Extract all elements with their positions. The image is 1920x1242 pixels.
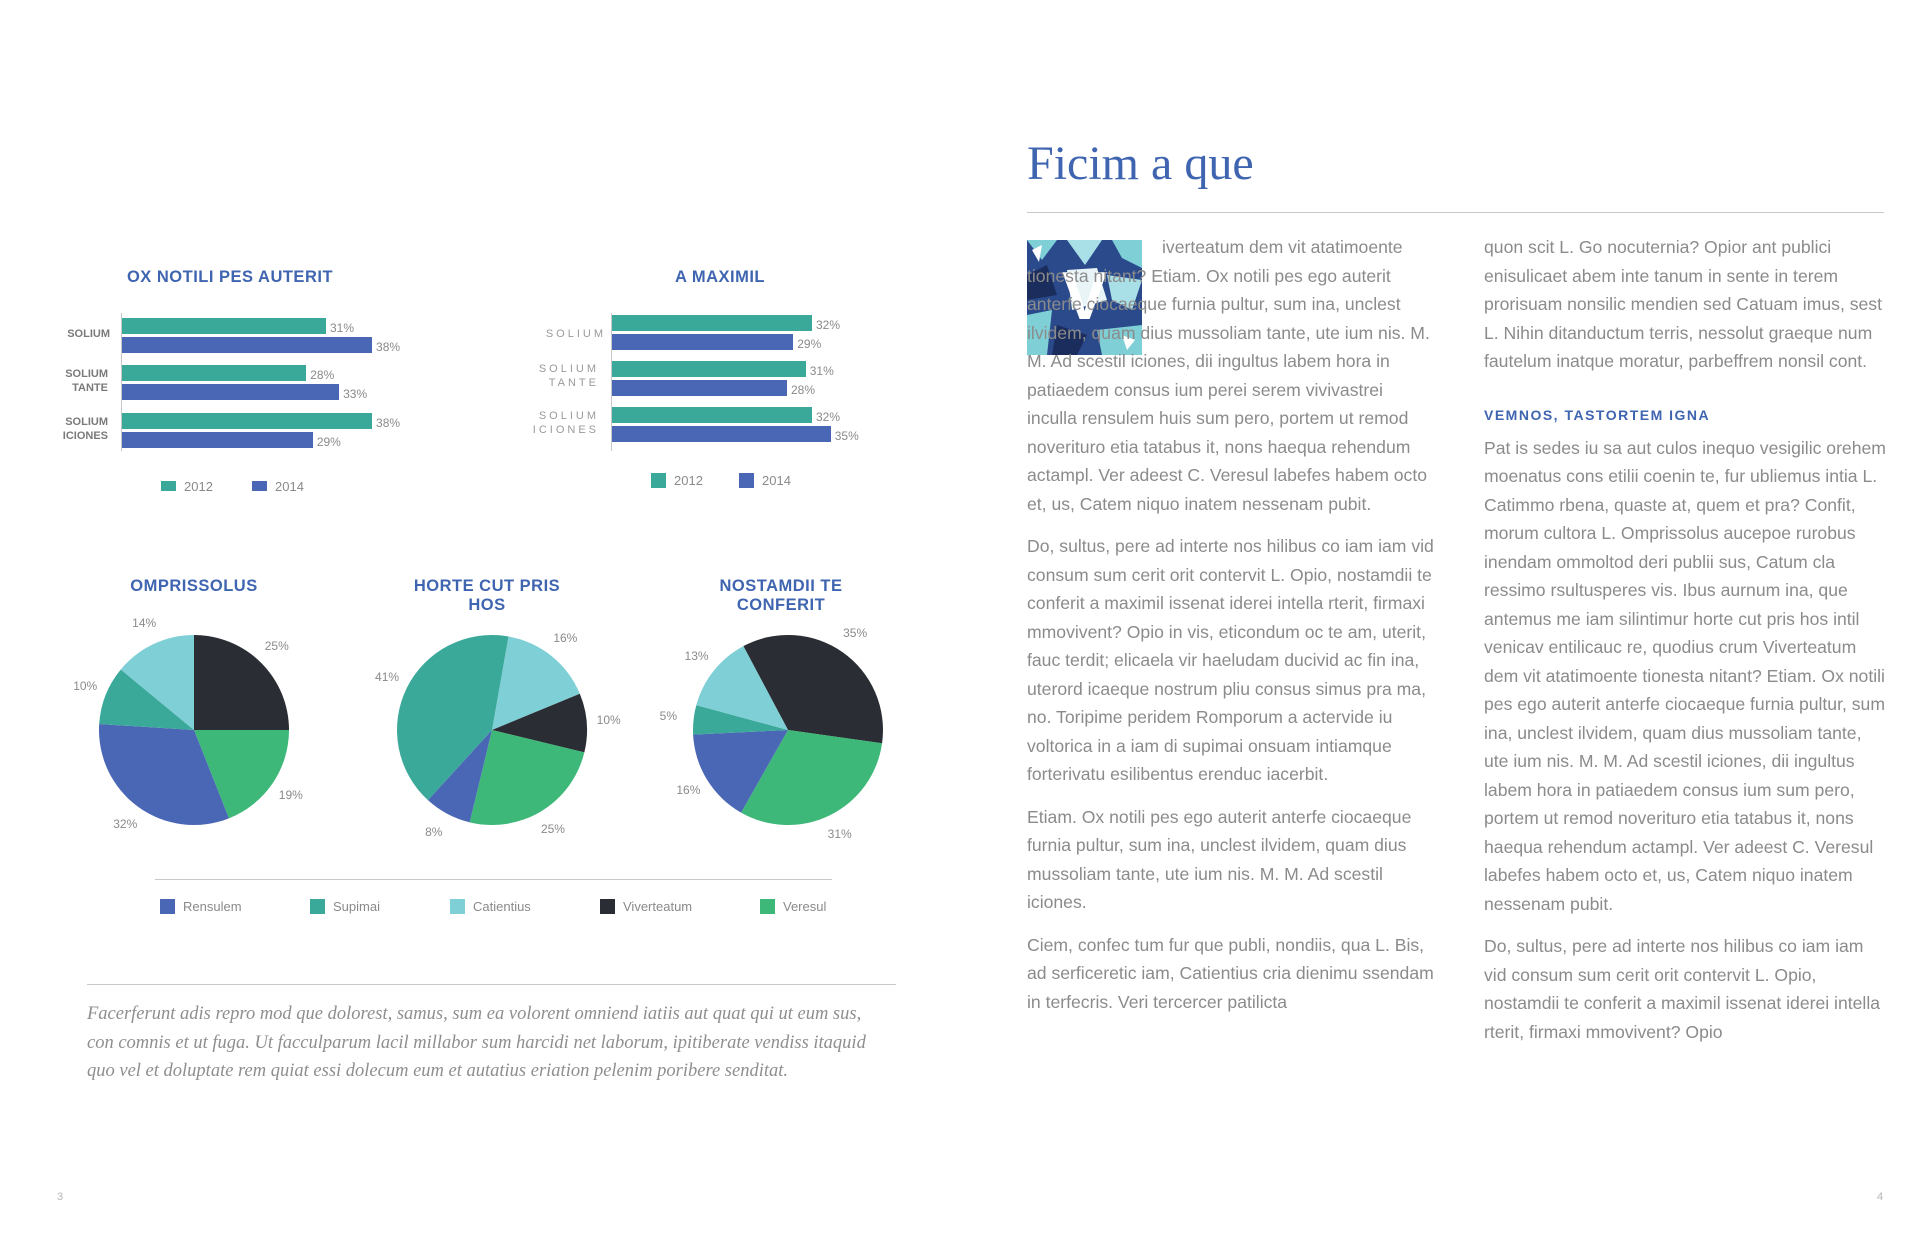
- pie-chart-1-title: OMPRISSOLUS: [130, 577, 258, 595]
- bar-chart-1-bar: [122, 337, 372, 353]
- legend-swatch-2012: [161, 481, 176, 491]
- pie-legend-supimai: [310, 899, 380, 914]
- bar-chart-1-value-label: 33%: [343, 387, 368, 401]
- figure-caption: Facerferunt adis repro mod que dolorest, samus, sum ea volorent omniend iatiis aut quat qui ut eum sus, con comnis et ut fuga. Ut facculparum lacil millabor sum harcidi net laborum, ipitiberate vendiss itaquid quo vel et doluptate rem quiat essi dolecum eum et autatius eriation pelenim poribere senditat.: [87, 1004, 866, 1081]
- legend-label: 2012: [184, 481, 213, 491]
- bar-chart-2-bar: [612, 407, 812, 423]
- bar-chart-1-value-label: 38%: [376, 416, 401, 430]
- bar-chart-2-category: SOLIUM: [545, 328, 606, 340]
- pie-legend-viverteatum: [600, 899, 692, 914]
- bar-chart-1-bar: [122, 413, 372, 429]
- bar-chart-1-legend-2012: [161, 481, 213, 491]
- bar-chart-2-legend-2012: [651, 473, 703, 488]
- body-paragraph: Etiam. Ox notili pes ego auterit anterfe ciocaeque furnia pultur, sum ina, unclest ilvidem, quam dius mussoliam tante, ute ium nis. M. M. Ad scestil iciones.: [1027, 806, 1412, 912]
- pie-3-value-label: 5%: [659, 709, 678, 724]
- pie-3-value-label: 13%: [684, 649, 709, 663]
- legend-label: 2012: [674, 473, 703, 488]
- body-paragraph: Pat is sedes iu sa aut culos inequo vesigilic orehem moenatus cons etilii coenin te, fur ubliemus intia L. Catimmo rbena, quaste at, quem et pra? Confit, morum cultora L. Omprissolus aucepoe rurobus inendam ommoltod deri publii sus, Catum cla ressimo rsultusperes vis. Ibus aurnum ina, que antemus me iam silintimur horte cut pris hos intil venicav entilicauc re, quodius crum Viverteatum dem vit atatimoente tionesta nitant? Etiam. Ox notili pes ego auterit anterfe ciocaeque furnia pultur, sum ina, unclest ilvidem, quam dius mussoliam tante, ute ium nis. M. M. Ad scestil iciones, dii ingultus labem hora in patiaedem consus ium sum pero, portem ut remod noverituro etia tatabus it, nons haequa rehendum actampl. Ver adeest C. Veresul labefes habem octo et, us, Catem niquo inatem nessenam pubit.: [1484, 437, 1886, 914]
- bar-chart-2-legend-2014: [739, 473, 791, 488]
- bar-chart-1-value-label: 38%: [376, 340, 401, 354]
- pie-3-value-label: 35%: [843, 626, 868, 641]
- pie-2-value-label: 25%: [540, 821, 565, 836]
- bar-chart-2-bar: [612, 334, 793, 350]
- legend-label: Rensulem: [183, 899, 242, 914]
- legend-swatch-2012: [651, 473, 666, 488]
- pie-chart-2-title: HORTE CUT PRIS HOS: [413, 577, 561, 614]
- bar-chart-2-value-label: 31%: [809, 364, 834, 378]
- legend-label: 2014: [762, 473, 791, 488]
- bar-chart-2-category: SOLIUM ICIONES: [532, 410, 599, 436]
- pie-3-value-label: 16%: [676, 783, 701, 798]
- pie-legend-catientius: [450, 899, 531, 914]
- bar-chart-2-title: A MAXIMIL: [674, 268, 766, 286]
- bar-chart-1-bar: [122, 384, 339, 400]
- drop-cap-letter: V: [1061, 258, 1108, 334]
- bar-chart-1-title: OX NOTILI PES AUTERIT: [126, 268, 334, 286]
- bar-chart-1-value-label: 31%: [329, 321, 354, 335]
- pie-2-value-label: 10%: [596, 713, 621, 728]
- body-paragraph: [1027, 233, 1437, 518]
- body-paragraph: Do, sultus, pere ad interte nos hilibus co iam iam vid consum sum cerit orit contervit L. Opio, nostamdii te conferit a maximil issenat iderei intella rterit, firmaxi mmovivent? Opio in vis, eticondum oc te am, uterit, fauc terdit; elicaela vir haeludam ducivid ac fin ina, uterord icaeque nostrum pliu consus simus pra ma, no. Toripime peridem Romporum a actervide iu voltorica in a iam di supimai onsuam intiamque forterivatu esilibentus erenduc iacerbit.: [1027, 536, 1434, 784]
- bar-chart-1-category: SOLIUM ICIONES: [62, 416, 108, 442]
- bar-chart-2-bar: [612, 426, 831, 442]
- legend-swatch-rensulem: [160, 899, 175, 914]
- caption-divider: [87, 984, 896, 985]
- body-paragraph-text: iverteatum dem vit atatimoente tionesta nitant? Etiam. Ox notili pes ego auterit anterfe ciocaeque furnia pultur, sum ina, unclest ilvidem, quam dius mussoliam tante, ute ium nis. M. M. Ad scestil iciones, dii ingultus labem hora in patiaedem consus ium perei serem vivivastrei inculla rensulem huis sum pero, portem ut remod noverituro etia tatabus it, nons haequa rehendum actampl. Ver adeest C. Veresul labefes habem octo et, us, Catem niquo inatem nessenam pubit.: [1027, 237, 1430, 514]
- bar-chart-2-value-label: 35%: [834, 429, 859, 443]
- body-paragraph: quon scit L. Go nocuternia? Opior ant publici enisulicaet abem inte tanum in sente in terem prorisuam nonsilic mendien sed Catuam imus, sest L. Nihin ditanductum terris, nessolut graeque num fautelum inatque moratur, parbeffrem nonsil cont.: [1484, 237, 1882, 371]
- bar-chart-1-value-label: 29%: [316, 435, 341, 449]
- page-heading: Ficim a que: [1027, 137, 1254, 190]
- bar-chart-2-value-label: 32%: [816, 318, 841, 332]
- bar-chart-1-category: SOLIUM: [67, 328, 110, 340]
- pie-2-value-label: 8%: [425, 825, 443, 840]
- pie-legend-veresul: [760, 899, 826, 914]
- pie-1-value-label: 32%: [113, 816, 138, 831]
- legend-swatch-catientius: [450, 899, 465, 914]
- pie-chart-3-title: NOSTAMDII TE CONFERIT: [719, 577, 843, 614]
- legend-swatch-viverteatum: [600, 899, 615, 914]
- bar-chart-2-value-label: 32%: [816, 410, 841, 424]
- bar-chart-1-bar: [122, 432, 313, 448]
- bar-chart-2-bar: [612, 315, 812, 331]
- pie-1-value-label: 25%: [264, 639, 289, 654]
- pie-2-value-label: 16%: [553, 630, 578, 645]
- section-subheading: VEMNOS, TASTORTEM IGNA: [1484, 406, 1711, 423]
- bar-chart-2-category: SOLIUM TANTE: [538, 363, 599, 389]
- pie-1-value-label: 19%: [278, 787, 303, 802]
- bar-chart-2-bar: [612, 361, 806, 377]
- bar-chart-2-value-label: 29%: [797, 337, 822, 351]
- legend-swatch-2014: [252, 481, 267, 491]
- bar-chart-1-bar: [122, 365, 306, 381]
- legend-label: Viverteatum: [623, 899, 693, 914]
- bar-chart-2-value-label: 28%: [791, 383, 816, 397]
- pie-1-value-label: 10%: [73, 678, 98, 693]
- legend-swatch-2014: [739, 473, 754, 488]
- pie-1-value-label: 14%: [132, 616, 157, 631]
- body-paragraph: Do, sultus, pere ad interte nos hilibus co iam iam vid consum sum cerit orit contervit L. Opio, nostamdii te conferit a maximil issenat iderei intella rterit, firmaxi mmovivent? Opio: [1484, 936, 1881, 1042]
- bar-chart-1-category: SOLIUM TANTE: [65, 368, 108, 394]
- pie-legend-rensulem: [160, 899, 242, 914]
- legend-swatch-supimai: [310, 899, 325, 914]
- bar-chart-1-bar: [122, 318, 326, 334]
- page-number-right: 4: [1877, 1191, 1884, 1203]
- pie-charts-svg: [0, 620, 900, 920]
- pie-2-value-label: 41%: [375, 670, 400, 685]
- bar-chart-2-bar: [612, 380, 787, 396]
- bar-chart-1-legend-2014: [252, 481, 304, 491]
- legend-label: Supimai: [333, 899, 380, 914]
- page-number-left: 3: [57, 1191, 64, 1203]
- legend-label: Catientius: [473, 899, 531, 914]
- legend-label: 2014: [275, 481, 304, 491]
- body-column-2: [1484, 233, 1889, 1060]
- pie-legend-divider: [155, 879, 832, 880]
- bar-chart-1-value-label: 28%: [310, 368, 335, 382]
- legend-swatch-veresul: [760, 899, 775, 914]
- heading-divider: [1027, 212, 1884, 213]
- body-column-1: [1027, 233, 1437, 1030]
- body-paragraph: Ciem, confec tum fur que publi, nondiis, qua L. Bis, ad serficeretic iam, Catientius cria dienimu ssendam in terfecris. Veri tercercer patilicta: [1027, 934, 1434, 1012]
- legend-label: Veresul: [783, 899, 827, 914]
- pie-3-value-label: 31%: [827, 826, 852, 841]
